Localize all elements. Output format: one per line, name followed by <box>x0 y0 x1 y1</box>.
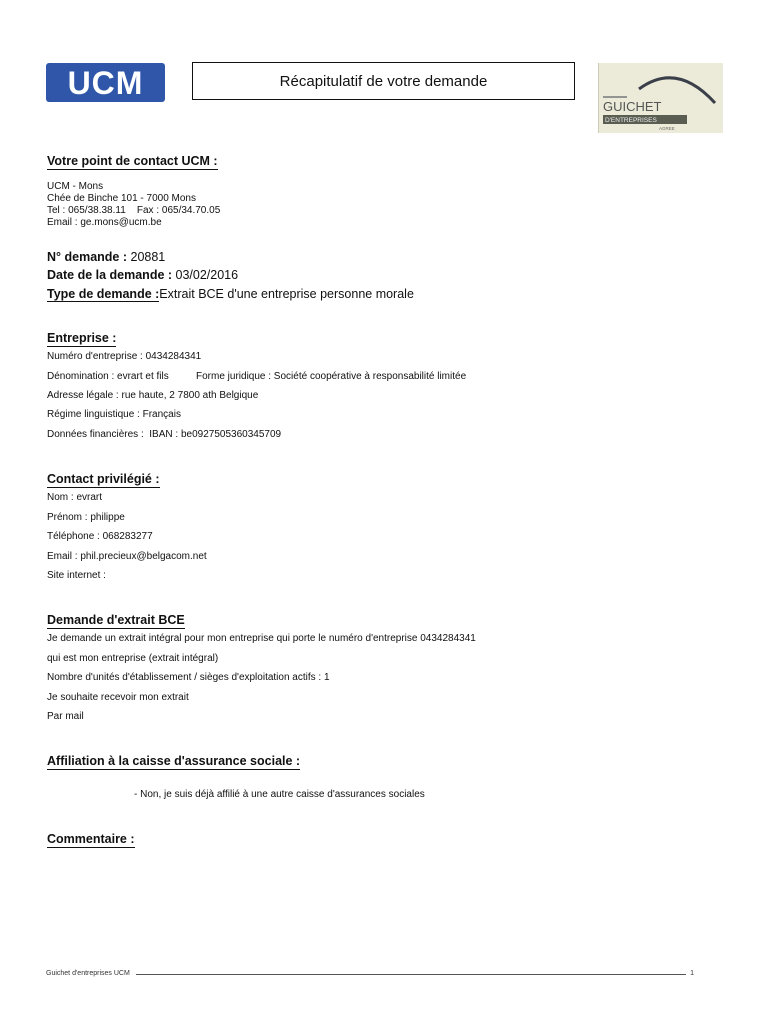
demande-numero-label: N° demande : <box>47 250 128 264</box>
entreprise-forme: Forme juridique : Société coopérative à responsabilité limitée <box>196 371 467 382</box>
ucm-logo <box>46 63 165 102</box>
entreprise-financieres: Données financières : IBAN : be0927505360345709 <box>47 429 282 440</box>
demande-numero-value: 20881 <box>127 250 166 264</box>
entreprise-heading: Entreprise : <box>47 331 117 345</box>
entreprise-numero: Numéro d'entreprise : 0434284341 <box>47 351 202 362</box>
extrait-line: Je demande un extrait intégral pour mon entreprise qui porte le numéro d'entreprise 0434284341 <box>47 633 476 644</box>
contact-email: Email : phil.precieux@belgacom.net <box>47 551 207 562</box>
page-number: 1 <box>690 970 694 977</box>
page-title-text: Récapitulatif de votre demande <box>279 72 488 90</box>
affiliation-heading: Affiliation à la caisse d'assurance sociale : <box>47 754 301 768</box>
commentaire-heading: Commentaire : <box>47 832 135 846</box>
contact-nom: Nom : evrart <box>47 492 103 503</box>
page-footer <box>46 970 694 977</box>
extrait-line: Nombre d'unités d'établissement / sièges d'exploitation actifs : 1 <box>47 672 330 683</box>
contact-line: Chée de Binche 101 - 7000 Mons <box>47 193 196 204</box>
guichet-line3: AGREE <box>659 126 675 131</box>
contact-site: Site internet : <box>47 570 106 581</box>
entreprise-denomination: Dénomination : evrart et fils <box>47 371 169 382</box>
guichet-brand: GUICHET <box>603 99 662 114</box>
demande-date-label: Date de la demande : <box>47 268 173 282</box>
demande-type-value: Extrait BCE d'une entreprise personne morale <box>159 287 414 301</box>
guichet-logo <box>598 63 723 133</box>
demande-type-label: Type de demande : <box>47 287 160 301</box>
demande-numero <box>47 250 165 265</box>
ucm-logo-text: UCM <box>67 65 144 101</box>
entreprise-regime: Régime linguistique : Français <box>47 409 181 420</box>
extrait-line: Je souhaite recevoir mon extrait <box>47 692 189 703</box>
affiliation-text: - Non, je suis déjà affilié à une autre caisse d'assurances sociales <box>134 789 425 800</box>
demande-date <box>47 268 238 283</box>
contact-line: UCM - Mons <box>47 181 104 192</box>
page-title <box>192 62 575 100</box>
contact-telephone: Téléphone : 068283277 <box>47 531 153 542</box>
extrait-heading: Demande d'extrait BCE <box>47 613 185 627</box>
extrait-line: qui est mon entreprise (extrait intégral) <box>47 653 219 664</box>
contact-line: Email : ge.mons@ucm.be <box>47 217 162 228</box>
footer-label: Guichet d'entreprises UCM <box>46 970 130 977</box>
contact-block <box>47 181 220 229</box>
footer-rule <box>136 973 686 975</box>
contact-line: Tel : 065/38.38.11 Fax : 065/34.70.05 <box>47 205 221 216</box>
entreprise-adresse: Adresse légale : rue haute, 2 7800 ath Belgique <box>47 390 259 401</box>
guichet-line2: D'ENTREPRISES <box>605 117 657 124</box>
contact-prenom: Prénom : philippe <box>47 512 125 523</box>
contact-heading: Votre point de contact UCM : <box>47 154 218 168</box>
contact-privilegie-heading: Contact privilégié : <box>47 472 160 486</box>
extrait-line: Par mail <box>47 711 84 722</box>
demande-date-value: 03/02/2016 <box>172 268 239 282</box>
demande-type <box>47 287 414 302</box>
